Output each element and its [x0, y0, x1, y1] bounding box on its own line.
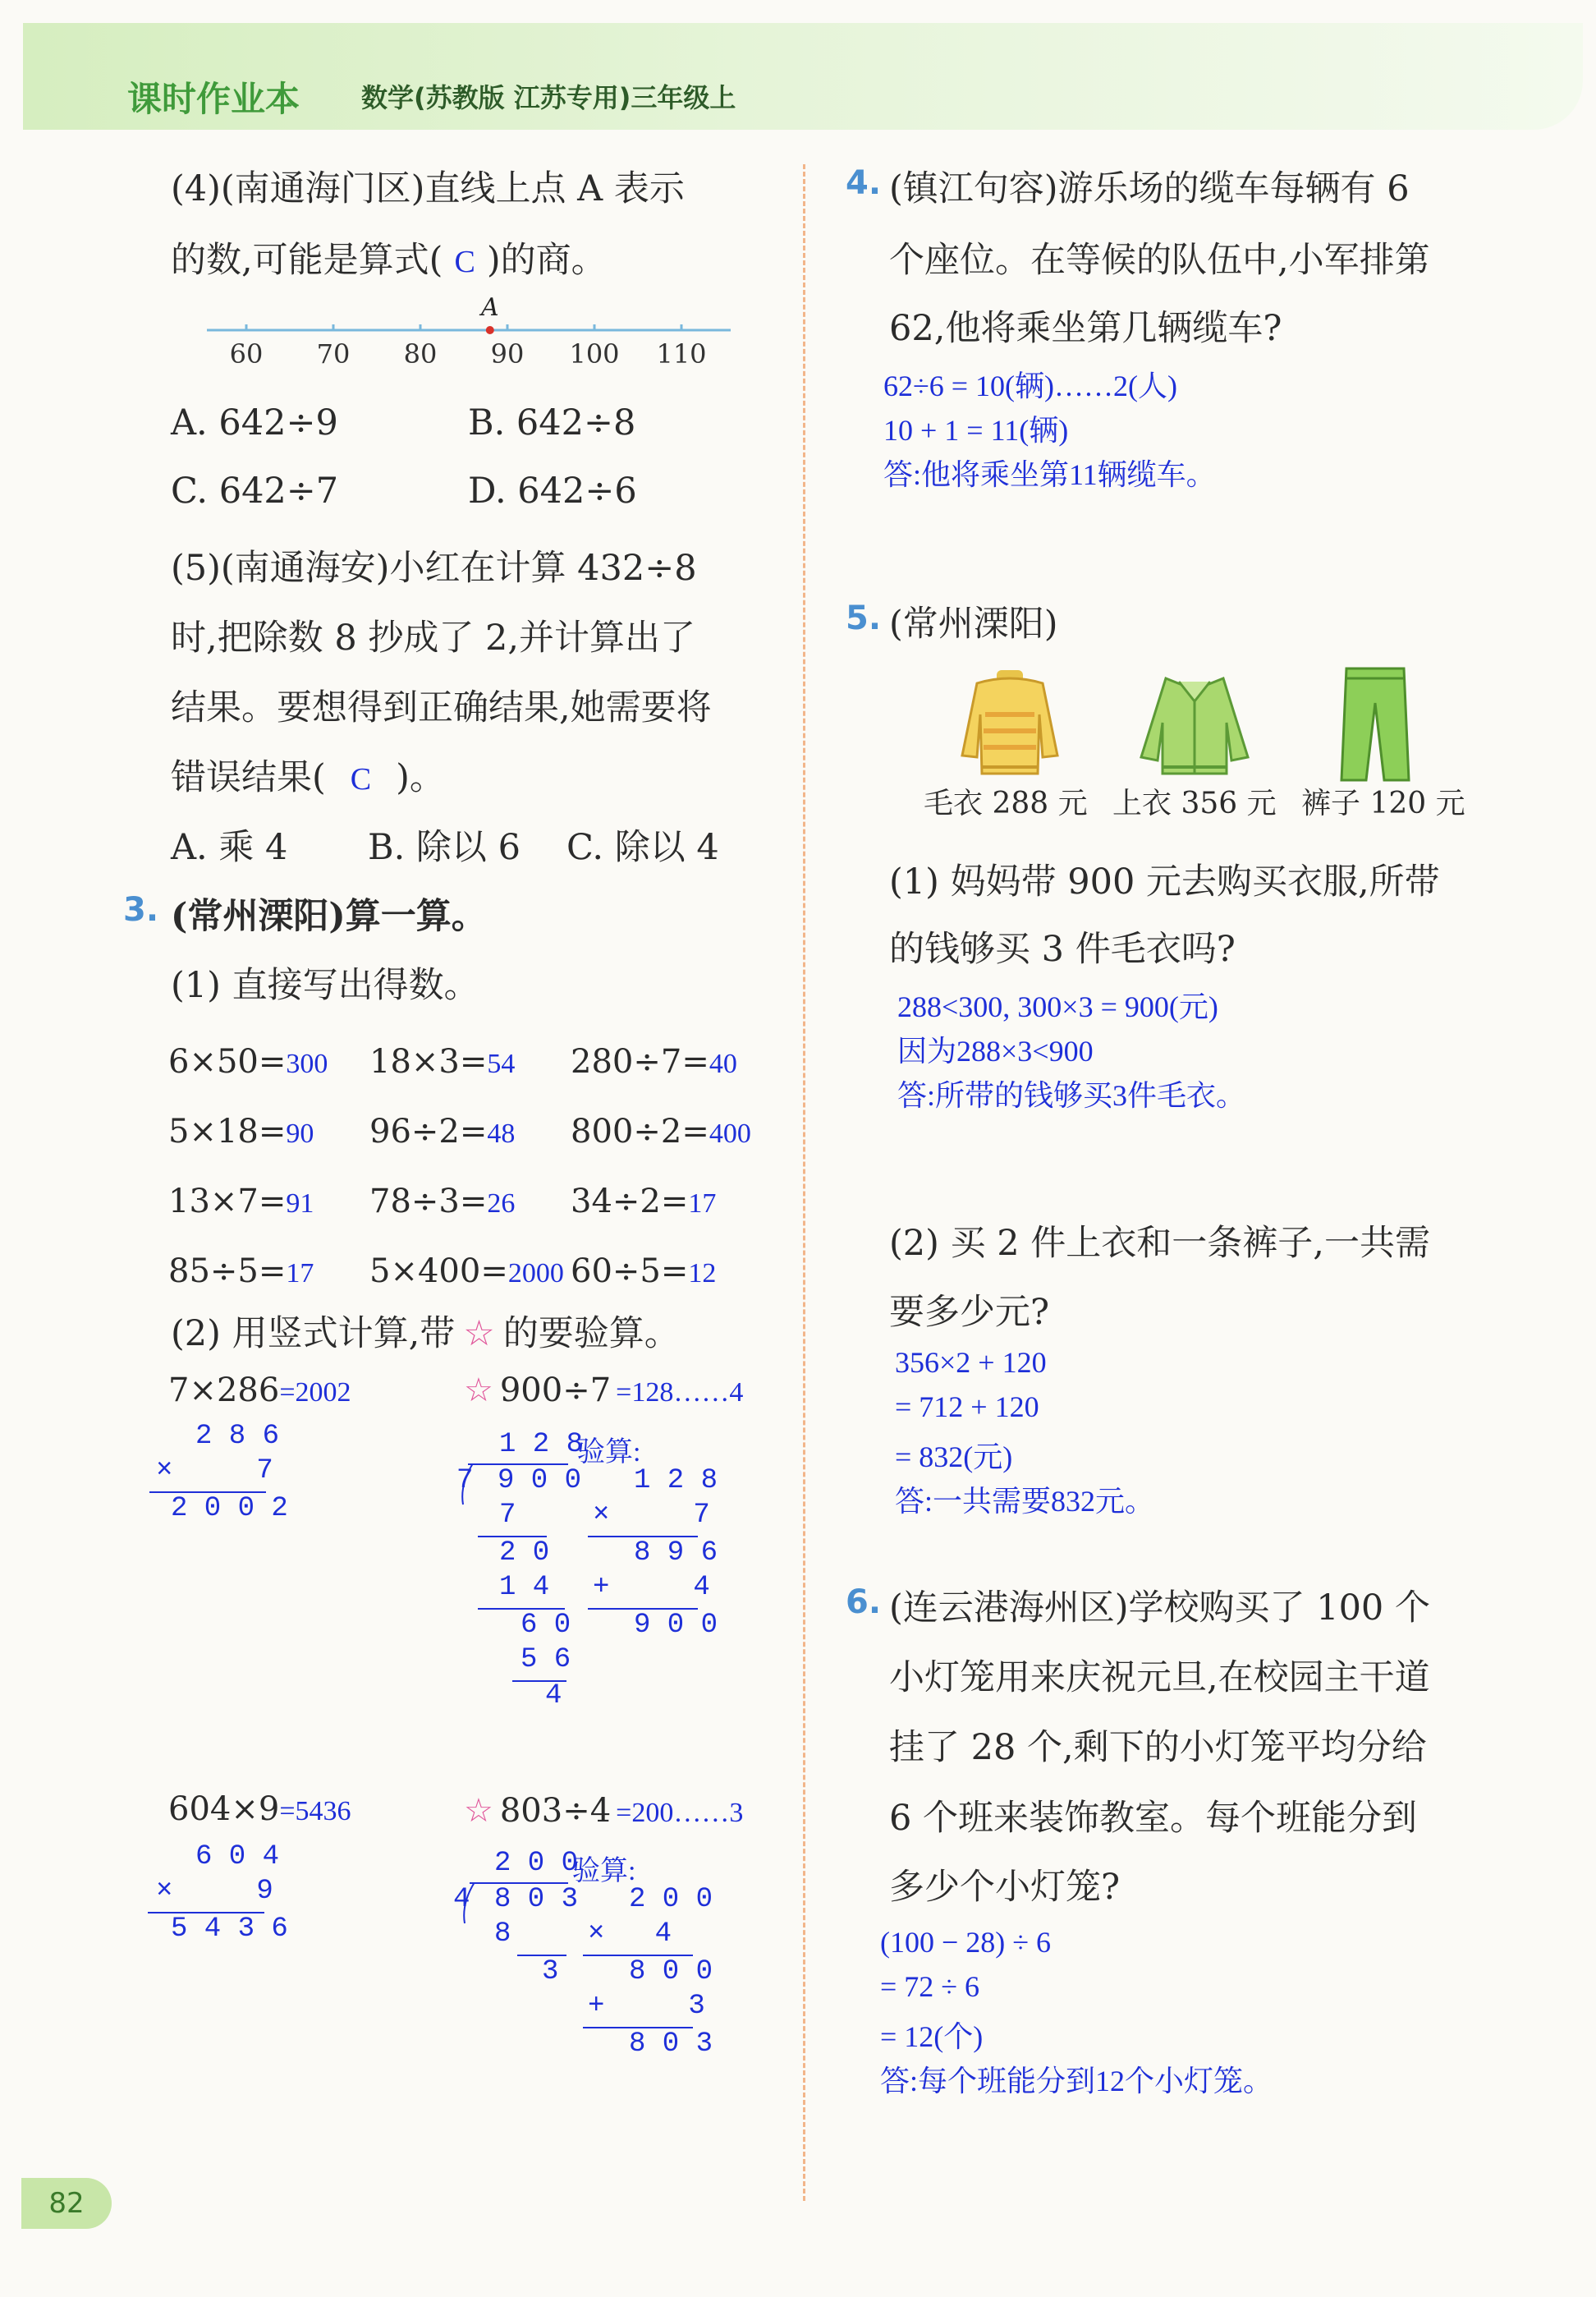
r-q6-ans1: (100 − 28) ÷ 6 — [880, 1926, 1052, 1959]
number-line-tick-label: 100 — [569, 338, 620, 370]
p1-row2: × 7 — [156, 1455, 273, 1486]
left-q5-text: 错误结果( — [171, 757, 326, 798]
oral-answer: 26 — [487, 1188, 516, 1219]
column-divider — [803, 164, 805, 2201]
r-q5-p1-ans1: 288<300, 300×3 = 900(元) — [897, 990, 1218, 1023]
left-q5-line4 — [171, 750, 445, 800]
q3-sub2-text-end: 的要验算。 — [502, 1313, 680, 1354]
r-q4-ans1: 62÷6 = 10(辆)……2(人) — [883, 370, 1178, 402]
p4-check-row2: × 4 — [588, 1918, 672, 1950]
star-icon: ☆ — [464, 1371, 493, 1409]
r-q5-number: 5. — [846, 600, 882, 637]
left-q4-opt-c: C. 642÷7 — [171, 471, 339, 512]
p4-step2: 3 — [542, 1956, 559, 1987]
r-q5-p1-line2: 的钱够买 3 件毛衣吗? — [889, 929, 1236, 970]
left-q4-opt-d: D. 642÷6 — [468, 471, 637, 512]
r-q4-line1: (镇江句容)游乐场的缆车每辆有 6 — [889, 168, 1410, 209]
p1-expression — [168, 1371, 351, 1409]
q3-number: 3. — [123, 891, 159, 929]
oral-row — [168, 1027, 784, 1096]
r-q6-ans4: 答:每个班能分到12个小灯笼。 — [880, 2065, 1273, 2097]
left-q5-line1: (5)(南通海安)小红在计算 432÷8 — [171, 548, 697, 589]
number-line — [197, 297, 739, 371]
r-q6-line4: 6 个班来装饰教室。每个班能分到 — [889, 1798, 1418, 1839]
p4-answer: =200……3 — [616, 1798, 744, 1828]
oral-expression: 280÷7= — [571, 1042, 709, 1081]
r-q6-line1: (连云港海州区)学校购买了 100 个 — [889, 1587, 1430, 1629]
p2-step5: 5 6 — [521, 1644, 571, 1675]
p2-check-row1: 1 2 8 — [634, 1465, 718, 1496]
r-q5-p2-ans1: 356×2 + 120 — [895, 1346, 1047, 1379]
p2-check-row4: + 4 — [593, 1572, 710, 1603]
oral-expression: 60÷5= — [571, 1252, 689, 1290]
p2-check-row3: 8 9 6 — [634, 1537, 718, 1569]
oral-expression: 5×400= — [369, 1252, 508, 1290]
r-q5-p2-ans4: 答:一共需要832元。 — [895, 1485, 1155, 1518]
p2-step6: 4 — [545, 1680, 562, 1711]
oral-item — [168, 1252, 369, 1290]
left-q5-opt-a: A. 乘 4 — [171, 827, 288, 868]
r-q4-line3: 62,他将乘坐第几辆缆车? — [889, 308, 1282, 349]
left-q4-answer: C — [454, 245, 475, 279]
oral-expression: 78÷3= — [369, 1182, 488, 1220]
left-q5-opt-b: B. 除以 6 — [368, 827, 521, 868]
book-title: 数学(苏教版 江苏专用)三年级上 — [361, 82, 736, 113]
oral-answer: 17 — [688, 1188, 717, 1219]
p2-expression — [464, 1371, 743, 1409]
number-line-tick-label: 60 — [229, 338, 264, 370]
brand-title: 课时作业本 — [127, 79, 300, 119]
number-line-tick-label: 90 — [490, 338, 525, 370]
page-number: 82 — [21, 2178, 112, 2229]
p2-check-label: 验算: — [577, 1437, 641, 1468]
oral-answer: 12 — [688, 1257, 717, 1289]
oral-expression: 18×3= — [369, 1042, 488, 1081]
left-q5-opt-c: C. 除以 4 — [566, 827, 719, 868]
oral-expression: 13×7= — [168, 1182, 287, 1220]
left-q4-opt-b: B. 642÷8 — [468, 402, 636, 443]
p2-quotient: 1 2 8 — [499, 1429, 584, 1460]
oral-expression: 5×18= — [168, 1112, 287, 1151]
oral-item — [369, 1252, 571, 1290]
left-q4-line1: (4)(南通海门区)直线上点 A 表示 — [171, 168, 685, 209]
number-line-tick-label: 110 — [656, 338, 707, 370]
left-q4-line2 — [171, 232, 607, 283]
r-q5-p2-line1: (2) 买 2 件上衣和一条裤子,一共需 — [889, 1223, 1430, 1264]
r-q5-p2-line2: 要多少元? — [889, 1292, 1050, 1333]
p3-row2: × 9 — [156, 1876, 273, 1907]
number-line-point-a — [486, 326, 494, 334]
p2-check-row5: 9 0 0 — [634, 1610, 718, 1641]
number-line-label-a: A — [480, 297, 499, 322]
oral-expression: 34÷2= — [571, 1182, 689, 1220]
left-q4-text: 的数,可能是算式( — [171, 240, 443, 281]
p2-dividend: 9 0 0 — [498, 1465, 582, 1496]
r-q5-p1-ans2: 因为288×3<900 — [897, 1035, 1094, 1068]
oral-row — [168, 1096, 784, 1166]
left-q5-line3: 结果。要想得到正确结果,她需要将 — [171, 687, 712, 728]
r-q5-title: (常州溧阳) — [889, 604, 1058, 645]
q3-sub1: (1) 直接写出得数。 — [171, 965, 479, 1006]
oral-answer: 400 — [709, 1118, 751, 1149]
p1-expr: 7×286 — [168, 1371, 280, 1409]
p3-expr: 604×9 — [168, 1790, 280, 1828]
oral-item — [369, 1183, 571, 1220]
oral-row — [168, 1236, 784, 1306]
p2-check-row2: × 7 — [593, 1500, 710, 1531]
p4-quotient: 2 0 0 — [494, 1848, 579, 1879]
p1-row1: 2 8 6 — [195, 1421, 280, 1452]
star-icon: ☆ — [464, 1792, 493, 1830]
p2-step3: 1 4 — [499, 1572, 550, 1603]
p3-row1: 6 0 4 — [195, 1841, 280, 1872]
r-q6-line2: 小灯笼用来庆祝元旦,在校园主干道 — [889, 1657, 1430, 1698]
oral-expression: 6×50= — [168, 1042, 287, 1081]
oral-answer: 48 — [487, 1118, 516, 1149]
oral-expression: 800÷2= — [571, 1112, 709, 1151]
r-q6-line3: 挂了 28 个,剩下的小灯笼平均分给 — [889, 1727, 1427, 1768]
p2-step2: 2 0 — [499, 1537, 550, 1569]
r-q6-ans3: = 12(个) — [880, 2020, 984, 2053]
left-q5-text-end: )。 — [396, 757, 445, 798]
r-q4-number: 4. — [846, 164, 882, 202]
oral-answer: 300 — [286, 1048, 328, 1079]
p1-answer: =2002 — [279, 1377, 351, 1408]
q3-title: (常州溧阳)算一算。 — [171, 896, 487, 937]
p3-row3: 5 4 3 6 — [171, 1913, 288, 1945]
left-q4-opt-a: A. 642÷9 — [171, 402, 338, 443]
r-q4-line2: 个座位。在等候的队伍中,小军排第 — [889, 240, 1430, 281]
oral-item — [571, 1183, 784, 1220]
number-line-tick-label: 80 — [403, 338, 438, 370]
p4-expr: 803÷4 — [499, 1792, 612, 1830]
p2-step4: 6 0 — [521, 1610, 571, 1641]
oral-item — [571, 1252, 784, 1290]
left-q5-line2: 时,把除数 8 抄成了 2,并计算出了 — [171, 618, 696, 659]
oral-answer: 91 — [286, 1188, 314, 1219]
oral-answer: 54 — [487, 1048, 516, 1079]
p4-expression — [464, 1792, 743, 1830]
p4-check-row4: + 3 — [588, 1991, 705, 2022]
p4-divisor: 4 — [453, 1884, 470, 1915]
star-icon: ☆ — [463, 1313, 495, 1354]
left-q4-text-end: )的商。 — [486, 240, 607, 281]
r-q6-number: 6. — [846, 1583, 882, 1621]
number-line-tick-label: 70 — [316, 338, 351, 370]
r-q5-p1-line1: (1) 妈妈带 900 元去购买衣服,所带 — [889, 861, 1440, 903]
oral-answer: 90 — [286, 1118, 314, 1149]
sweater-icon — [952, 665, 1067, 780]
p3-answer: =5436 — [279, 1796, 351, 1826]
p4-step1: 8 — [494, 1918, 511, 1950]
item-pants-label: 裤子 120 元 — [1301, 787, 1465, 820]
p4-check-label: 验算: — [572, 1856, 636, 1886]
p4-check-row3: 8 0 0 — [629, 1956, 713, 1987]
oral-answer: 2000 — [507, 1257, 564, 1289]
q3-sub2 — [171, 1306, 680, 1356]
oral-item — [168, 1043, 369, 1081]
oral-expression: 96÷2= — [369, 1112, 488, 1151]
item-sweater-label: 毛衣 288 元 — [924, 787, 1088, 820]
p2-answer: =128……4 — [616, 1377, 744, 1408]
oral-item — [571, 1113, 784, 1151]
p4-check-row1: 2 0 0 — [629, 1884, 713, 1915]
pants-icon — [1330, 662, 1420, 785]
p4-check-row5: 8 0 3 — [629, 2028, 713, 2060]
oral-item — [168, 1183, 369, 1220]
p2-expr: 900÷7 — [499, 1371, 612, 1409]
oral-expression: 85÷5= — [168, 1252, 287, 1290]
q3-sub2-text: (2) 用竖式计算,带 — [171, 1313, 456, 1354]
r-q5-p1-ans3: 答:所带的钱够买3件毛衣。 — [897, 1079, 1246, 1112]
oral-item — [369, 1113, 571, 1151]
oral-answer: 40 — [709, 1048, 737, 1079]
p3-expression — [168, 1790, 351, 1828]
p2-step1: 7 — [499, 1500, 516, 1531]
item-jacket-label: 上衣 356 元 — [1112, 787, 1277, 820]
oral-item — [571, 1043, 784, 1081]
oral-grid — [168, 1027, 784, 1306]
r-q5-p2-ans2: = 712 + 120 — [895, 1390, 1039, 1423]
r-q4-ans3: 答:他将乘坐第11辆缆车。 — [883, 458, 1216, 491]
left-q5-answer: C — [350, 762, 372, 797]
r-q4-ans2: 10 + 1 = 11(辆) — [883, 414, 1069, 447]
oral-item — [168, 1113, 369, 1151]
oral-item — [369, 1043, 571, 1081]
r-q5-p2-ans3: = 832(元) — [895, 1440, 1013, 1473]
oral-row — [168, 1166, 784, 1236]
jacket-icon — [1133, 665, 1256, 780]
r-q6-ans2: = 72 ÷ 6 — [880, 1970, 980, 2003]
oral-answer: 17 — [286, 1257, 314, 1289]
p2-divisor: 7 — [456, 1465, 474, 1496]
p1-row3: 2 0 0 2 — [171, 1493, 288, 1524]
r-q6-line5: 多少个小灯笼? — [889, 1867, 1121, 1908]
p4-dividend: 8 0 3 — [494, 1884, 579, 1915]
